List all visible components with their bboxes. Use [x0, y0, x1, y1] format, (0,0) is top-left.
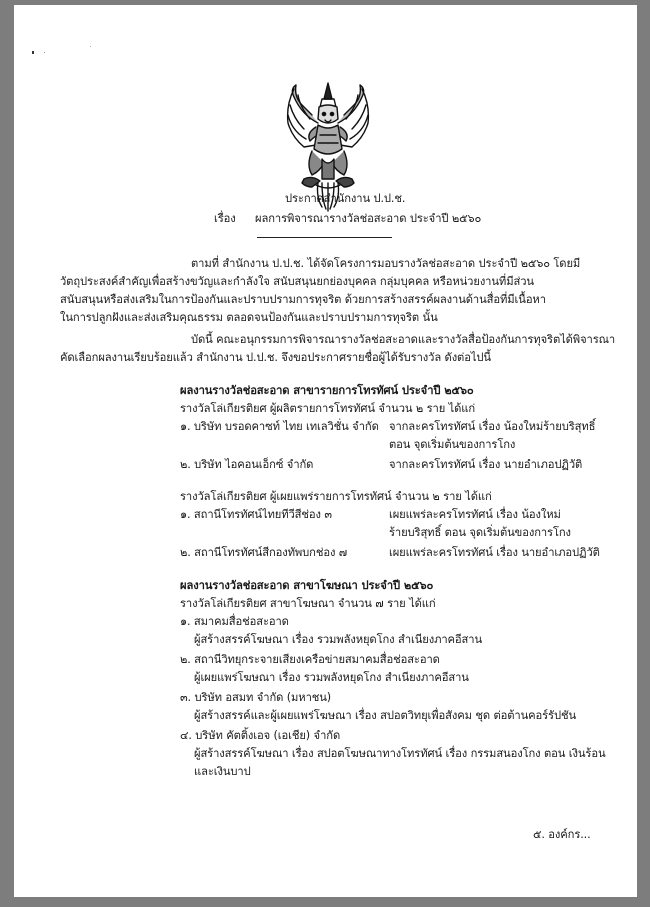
tv-broadcasters-title: รางวัลโล่เกียรติยศ ผู้เผยแพร่รายการโทรทัศน์ จำนวน ๒ ราย ได้แก่ — [180, 490, 492, 503]
section-tv-heading: ผลงานรางวัลช่อสะอาด สาขารายการโทรทัศน์ ประจำปี ๒๕๖๐ — [180, 384, 474, 397]
ad-item-3-name: ๓. บริษัท อสมท จำกัด (มหาชน) — [180, 691, 332, 704]
tv-producer-1-name: ๑. บริษัท บรอดคาซท์ ไทย เทเลวิชั่น จำกัด — [180, 420, 379, 433]
ad-item-4-detail: ผู้สร้างสรรค์โฆษณา เรื่อง สปอตโฆษณาทางโทรทัศน์ เรื่อง กรรมสนองโกง ตอน เงินร้อน — [194, 747, 606, 760]
tv-producer-1-work: จากละครโทรทัศน์ เรื่อง น้องใหม่ร้ายบริสุทธิ์ — [389, 420, 596, 433]
subject-label: เรื่อง — [214, 212, 236, 225]
tv-producer-2-name: ๒. บริษัท ไอคอนเอ็กซ์ จำกัด — [180, 458, 314, 471]
ad-item-3-detail: ผู้สร้างสรรค์และผู้เผยแพร่โฆษณา เรื่อง สปอตวิทยุเพื่อสังคม ชุด ต่อต้านคอร์รัปชัน — [194, 709, 577, 722]
tv-broadcaster-1-name: ๑. สถานีโทรทัศน์ไทยทีวีสีช่อง ๓ — [180, 508, 332, 521]
tv-producer-2-work: จากละครโทรทัศน์ เรื่อง นายอำเภอปฏิวัติ — [389, 458, 583, 471]
tv-broadcaster-1-work-cont: ร้ายบริสุทธิ์ ตอน จุดเริ่มต้นของการโกง — [389, 526, 571, 539]
intro-line-3: สนับสนุนหรือส่งเสริมในการป้องกันและปราบปรามการทุจริต ด้วยการสร้างสรรค์ผลงานด้านสื่อที่มีเนื้อหา — [60, 293, 546, 306]
page-continuation: ๕. องค์กร... — [533, 828, 591, 841]
ad-item-2-detail: ผู้เผยแพร่โฆษณา เรื่อง รวมพลังหยุดโกง สำเนียงภาคอีสาน — [194, 671, 469, 684]
intro-line-2: วัตถุประสงค์สำคัญเพื่อสร้างขวัญและกำลังใจ สนับสนุนยกย่องบุคคล กลุ่มบุคคล หรือหน่วยงานที่มีส่วน — [60, 275, 534, 288]
tv-broadcaster-2-name: ๒. สถานีโทรทัศน์สีกองทัพบกช่อง ๗ — [180, 546, 348, 559]
section-ad-heading: ผลงานรางวัลช่อสะอาด สาขาโฆษณา ประจำปี ๒๕๖๐ — [180, 579, 434, 592]
ad-item-2-name: ๒. สถานีวิทยุกระจายเสียงเครือข่ายสมาคมสื่อช่อสะอาด — [180, 653, 440, 666]
announcement-line-2: คัดเลือกผลงานเรียบร้อยแล้ว สำนักงาน ป.ป.ช. จึงขอประกาศรายชื่อผู้ได้รับรางวัล ดังต่อไปนี้ — [60, 351, 491, 364]
scan-speck — [44, 52, 45, 53]
ad-item-4-name: ๔. บริษัท คัตติ้งเอจ (เอเชีย) จำกัด — [180, 729, 341, 742]
announcement-title: ประกาศสำนักงาน ป.ป.ช. — [285, 192, 406, 205]
ad-item-1-name: ๑. สมาคมสื่อช่อสะอาด — [180, 615, 289, 628]
ad-item-4-detail-cont: และเงินบาป — [194, 765, 251, 778]
intro-line-1: ตามที่ สำนักงาน ป.ป.ช. ได้จัดโครงการมอบรางวัลช่อสะอาด ประจำปี ๒๕๖๐ โดยมี — [191, 257, 581, 270]
ad-item-1-detail: ผู้สร้างสรรค์โฆษณา เรื่อง รวมพลังหยุดโกง สำเนียงภาคอีสาน — [194, 633, 483, 646]
tv-broadcaster-2-work: เผยแพร่ละครโทรทัศน์ เรื่อง นายอำเภอปฏิวัติ — [389, 546, 600, 559]
tv-producer-1-work-cont: ตอน จุดเริ่มต้นของการโกง — [389, 438, 516, 451]
subject-text: ผลการพิจารณารางวัลช่อสะอาด ประจำปี ๒๕๖๐ — [255, 212, 482, 225]
announcement-line-1: บัดนี้ คณะอนุกรรมการพิจารณารางวัลช่อสะอาดและรางวัลสื่อป้องกันการทุจริตได้พิจารณา — [191, 333, 616, 346]
ad-awards-title: รางวัลโล่เกียรติยศ สาขาโฆษณา จำนวน ๗ ราย ได้แก่ — [180, 597, 436, 610]
document-page — [14, 5, 637, 897]
intro-line-4: ในการปลูกฝังและส่งเสริมคุณธรรม ตลอดจนป้องกันและปราบปรามการทุจริต นั้น — [60, 311, 438, 324]
tv-broadcaster-1-work: เผยแพร่ละครโทรทัศน์ เรื่อง น้องใหม่ — [389, 508, 561, 521]
scan-speck — [32, 51, 34, 54]
tv-producers-title: รางวัลโล่เกียรติยศ ผู้ผลิตรายการโทรทัศน์ จำนวน ๒ ราย ได้แก่ — [180, 402, 476, 415]
header-divider — [257, 237, 392, 238]
scan-speck — [90, 46, 91, 47]
